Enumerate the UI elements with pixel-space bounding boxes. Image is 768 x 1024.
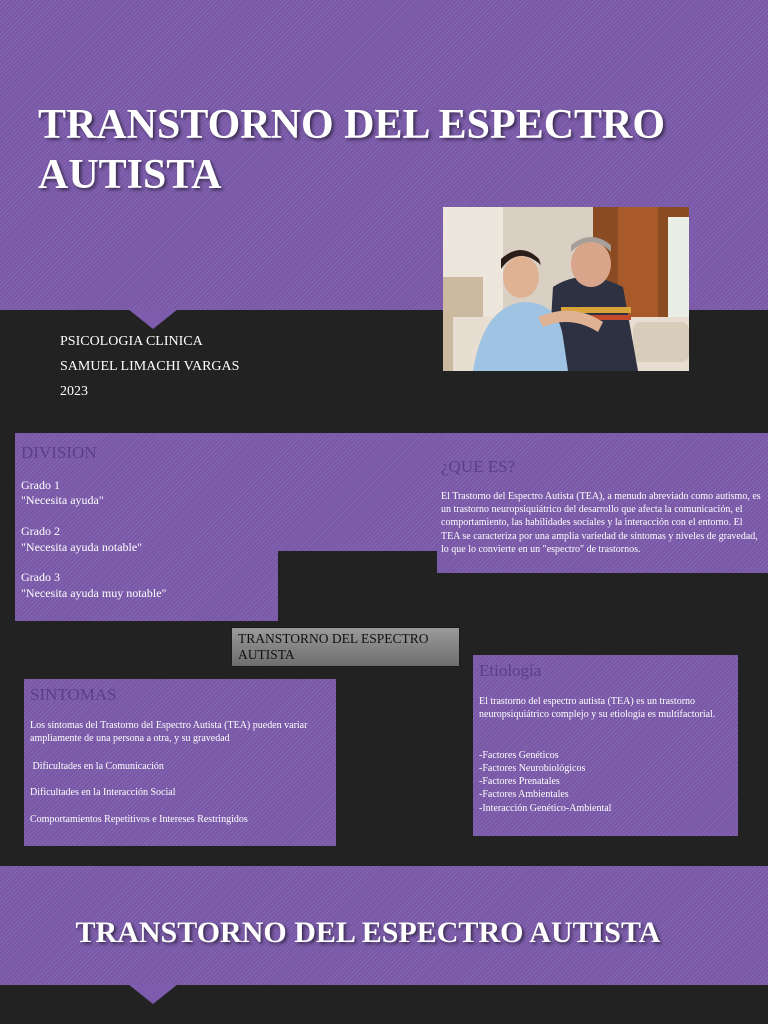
que-es-heading: ¿QUE ES? — [441, 457, 516, 476]
grade-desc: "Necesita ayuda" — [21, 493, 104, 507]
que-es-text: El Trastorno del Espectro Autista (TEA), a menudo abreviado como autismo, es un trastorno neuropsiquiátrico del desarrollo que afecta la comunicación, el comportamiento, las habilidades sociales y la interacción con el entorno. El TEA se caracteriza por una amplia variedad de síntomas y niveles de gravedad, lo que lo convierte en un "espectro" de trastornos. — [441, 491, 761, 555]
sintomas-intro: Los síntomas del Trastorno del Espectro Autista (TEA) pueden variar ampliamente de una persona a otra, y su gravedad — [30, 720, 308, 744]
grade-label: Grado 3 — [21, 570, 60, 584]
etiologia-factor: -Interacción Genético-Ambiental — [479, 803, 612, 814]
bottom-banner-notch — [128, 984, 178, 1004]
course-name: PSICOLOGIA CLINICA — [60, 334, 203, 349]
etiologia-heading: Etiología — [479, 661, 542, 680]
sintoma-item: Dificultades en la Comunicación — [30, 761, 164, 772]
top-banner-notch — [128, 309, 178, 329]
photo-illustration — [443, 207, 689, 371]
footer-title: TRANSTORNO DEL ESPECTRO AUTISTA — [75, 916, 661, 949]
grade-desc: "Necesita ayuda muy notable" — [21, 586, 167, 600]
year: 2023 — [60, 384, 88, 399]
author-name: SAMUEL LIMACHI VARGAS — [60, 359, 240, 374]
grade-label: Grado 1 — [21, 478, 60, 492]
etiologia-intro: El trastorno del espectro autista (TEA) es un trastorno neuropsiquiátrico complejo y su etiología es multifactorial. — [479, 696, 716, 720]
grade-label: Grado 2 — [21, 524, 60, 538]
page-title: TRANSTORNO DEL ESPECTRO AUTISTA — [38, 102, 666, 198]
photo-father-son-hug — [443, 207, 689, 371]
sintoma-item: Dificultades en la Interacción Social — [30, 787, 176, 798]
grade-desc: "Necesita ayuda notable" — [21, 540, 143, 554]
etiologia-factor: -Factores Genéticos — [479, 750, 559, 761]
etiologia-factor: -Factores Neurobiológicos — [479, 763, 586, 774]
etiologia-factor: -Factores Prenatales — [479, 776, 560, 787]
center-title-box: TRANSTORNO DEL ESPECTRO AUTISTA — [231, 627, 460, 667]
sintomas-heading: SINTOMAS — [30, 685, 117, 704]
etiologia-factor: -Factores Ambientales — [479, 789, 569, 800]
division-heading: DIVISION — [21, 443, 97, 462]
sintoma-item: Comportamientos Repetitivos e Intereses Restringidos — [30, 814, 248, 825]
